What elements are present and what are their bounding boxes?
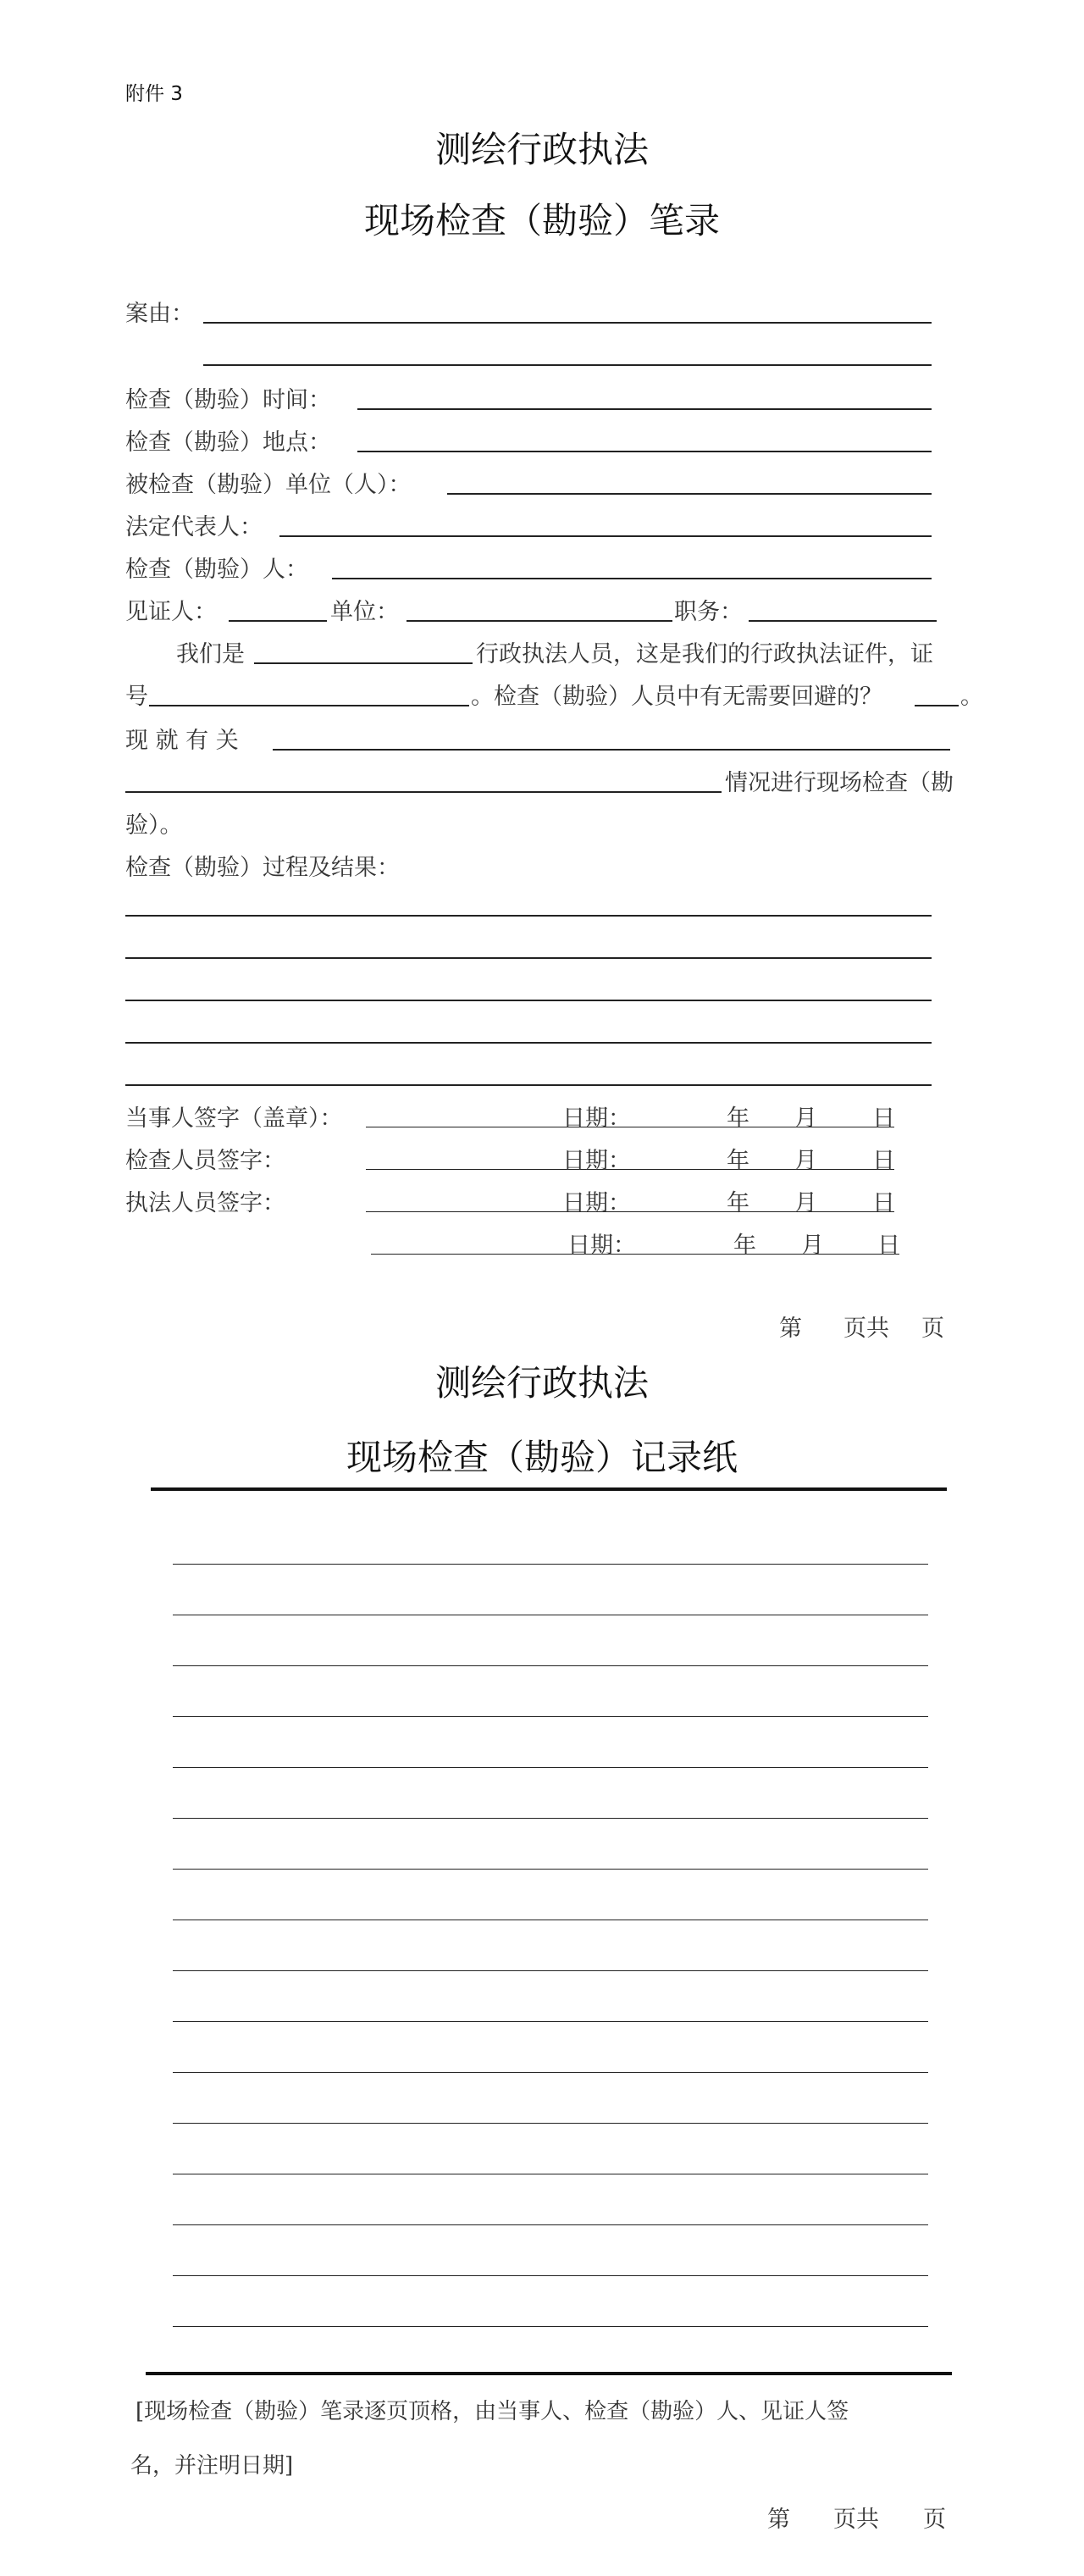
inspector-line[interactable] [332,578,932,579]
inspection-time-line[interactable] [357,408,932,410]
record-line[interactable] [173,2224,928,2225]
record-top-rule [151,1487,947,1491]
page-ye: 页 [923,2507,946,2533]
witness-unit-line[interactable] [406,620,672,622]
process-line-1[interactable] [125,915,932,917]
record-line[interactable] [173,1665,928,1666]
form-title-line1: 测绘行政执法 [434,129,649,170]
page-ye-gong: 页共 [843,1316,889,1342]
witness-position-line[interactable] [749,620,937,622]
record-note-line2: 名，并注明日期] [130,2453,294,2479]
day-label: 日 [872,1190,895,1216]
statement-cert-no: 号 [125,684,148,710]
record-line[interactable] [173,2275,928,2276]
recusal-answer-line[interactable] [915,705,959,706]
record-note-line1: [现场检查（勘验）笔录逐页顶格，由当事人、检查（勘验）人、见证人签 [136,2399,849,2424]
date-label: 日期： [567,1233,636,1259]
signature-label: 执法人员签字： [125,1190,285,1216]
statement-recusal-question: 。检查（勘验）人员中有无需要回避的？ [471,684,882,710]
page-ye-gong: 页共 [833,2507,879,2533]
process-line-3[interactable] [125,1000,932,1001]
record-bottom-rule [146,2372,952,2375]
witness-unit-label: 单位： [330,599,399,625]
year-label: 年 [727,1148,749,1174]
inspector-label: 检查（勘验）人： [125,557,308,583]
date-label: 日期： [562,1105,631,1132]
statement-period: 。 [960,684,983,710]
attachment-label: 附件 3 [125,83,183,105]
record-line[interactable] [173,1869,928,1870]
page-di: 第 [779,1316,802,1342]
statement-conduct-inspection: 情况进行现场检查（勘 [725,770,954,796]
month-label: 月 [794,1190,817,1216]
year-label: 年 [727,1105,749,1132]
day-label: 日 [877,1233,900,1259]
inspection-location-label: 检查（勘验）地点： [125,429,331,456]
form-title-line2: 现场检查（勘验）笔录 [363,200,720,241]
regarding-line-1[interactable] [273,749,950,751]
day-label: 日 [872,1148,895,1174]
date-label: 日期： [562,1190,631,1216]
signature-label: 当事人签字（盖章）： [125,1105,343,1132]
date-label: 日期： [562,1148,631,1174]
record-line[interactable] [173,1818,928,1819]
regarding-line-2[interactable] [125,791,722,793]
statement-we-are: 我们是 [176,641,245,668]
inspected-unit-label: 被检查（勘验）单位（人）： [125,472,412,498]
case-cause-label: 案由： [125,301,194,327]
record-title-line1: 测绘行政执法 [434,1362,649,1404]
signature-label: 检查人员签字： [125,1148,285,1174]
year-label: 年 [727,1190,749,1216]
year-label: 年 [733,1233,756,1259]
record-line[interactable] [173,2072,928,2073]
record-title-line2: 现场检查（勘验）记录纸 [346,1437,738,1478]
witness-line[interactable] [229,620,327,622]
statement-law-enforcement: 行政执法人员，这是我们的行政执法证件，证 [476,641,933,668]
legal-representative-line[interactable] [279,535,932,537]
month-label: 月 [801,1233,824,1259]
record-line[interactable] [173,2326,928,2327]
record-line[interactable] [173,1767,928,1768]
statement-inspection-end: 验）。 [125,812,183,839]
case-cause-line-2[interactable] [203,364,932,366]
inspection-location-line[interactable] [357,451,932,452]
process-line-4[interactable] [125,1042,932,1044]
record-line[interactable] [173,1970,928,1971]
month-label: 月 [794,1148,817,1174]
day-label: 日 [872,1105,895,1132]
inspection-time-label: 检查（勘验）时间： [125,387,331,413]
record-line[interactable] [173,1716,928,1717]
page-di: 第 [767,2507,790,2533]
legal-representative-label: 法定代表人： [125,514,263,540]
record-line[interactable] [173,1564,928,1565]
cert-number-line[interactable] [149,705,469,706]
witness-label: 见证人： [125,599,217,625]
inspected-unit-line[interactable] [447,493,932,495]
case-cause-line-1[interactable] [203,322,932,324]
process-line-5[interactable] [125,1084,932,1086]
process-line-2[interactable] [125,957,932,959]
statement-now-regarding: 现 就 有 关 [125,728,239,754]
enforcement-agency-line[interactable] [254,662,473,664]
page-ye: 页 [921,1316,944,1342]
record-line[interactable] [173,2021,928,2022]
process-label: 检查（勘验）过程及结果： [125,855,400,881]
month-label: 月 [794,1105,817,1132]
witness-position-label: 职务： [674,599,743,625]
record-line[interactable] [173,2123,928,2124]
